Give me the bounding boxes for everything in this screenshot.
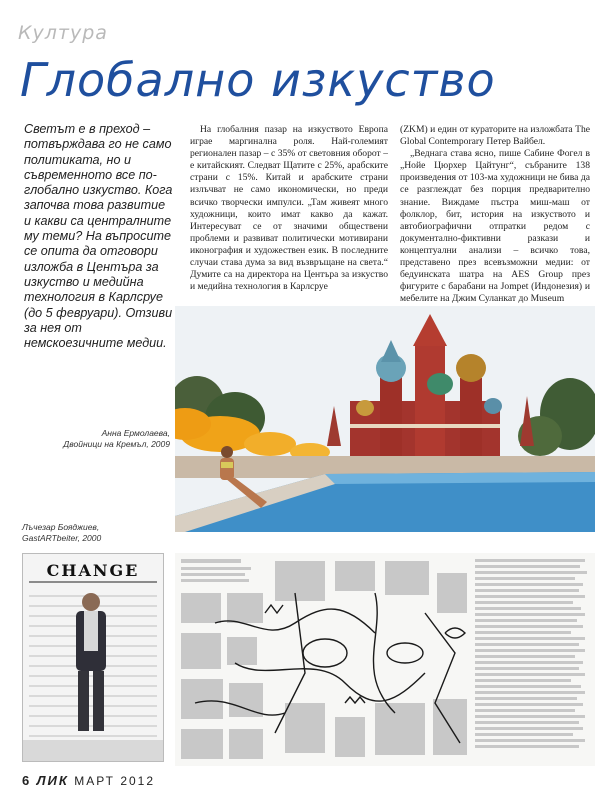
page-number: 6 [22,773,32,788]
magazine-name: ЛИК [36,773,69,788]
photo-kremlin-pool [175,306,595,532]
section-label: Култура [18,22,108,44]
article-column-2-body: „Веднага става ясно, пише Сабине Фогел в „Нойе Цюрхер Цайтунг“, събраните 138 произведения от 103-ма художници не бива да се разглеждат без порция предварително знание. Виждаме пъстра миш-маш от фолклор, бит, история на изкуството и автобиографични отпратки редом с документално-фиктивни разкази и концептуални анализи – всичко това, представено през всевъзможни медии: от бедуинската шатра на AES Group през фигурите с барабани на Jompet (Индонезия) и мебелите на Джим Суланкат до Museum [400,148,590,305]
change-artwork [22,553,164,762]
photo2-caption [22,522,172,543]
photo1-caption-author: Анна Ермолаева, [101,428,170,438]
issue-date: МАРТ 2012 [74,774,156,788]
photo1-caption-title: Двойници на Кремъл, 2009 [63,438,170,449]
article-column-2 [400,124,590,306]
article-column-1: На глобалния пазар на изкуството Европа играе маргинална роля. Най-големият регионален пазар – с 35% от световния оборот – е китайският. Следват Щатите с 25%, арабските страни с 15%. Китай и арабските страни излъчват не само икономически, но преди всичко творчески импулси. „Там живеят много художници, които имат какво да кажат. Интересуват се от значими обществени проблеми и развиват политически мотивирани иконография и художествен език. В последните случаи става дума за вид възвръщане на света.“ Думите са на директора на Центъра за изкуство и медийна технология в Карлсруе [190,124,388,293]
article-column-2-intro: (ZKM) и един от кураторите на изложбата The Global Contemporary Петер Вайбел. [400,124,590,148]
photo2-caption-title: GastARTbeiter, 2000 [22,532,102,543]
artwork-documents-collage [175,553,595,766]
change-title: CHANGE [46,561,140,580]
lead-paragraph: Светът е в преход – потвърждава го не само политиката, но и съвременното все по-глобално изкуство. Кога започва това развитие и какви са централните му теми? На въпросите се опита да отговори изложба в Центъра за изкуство и медийна технология в Карлсруе (до 5 февруари). Отзиви за нея от немскоезичните медии. [24,122,173,351]
photo2-caption-author: Лъчезар Бояджиев, [22,522,100,532]
page-footer [22,773,155,788]
photo1-caption [58,428,170,449]
headline: Глобално изкуство [20,53,496,107]
